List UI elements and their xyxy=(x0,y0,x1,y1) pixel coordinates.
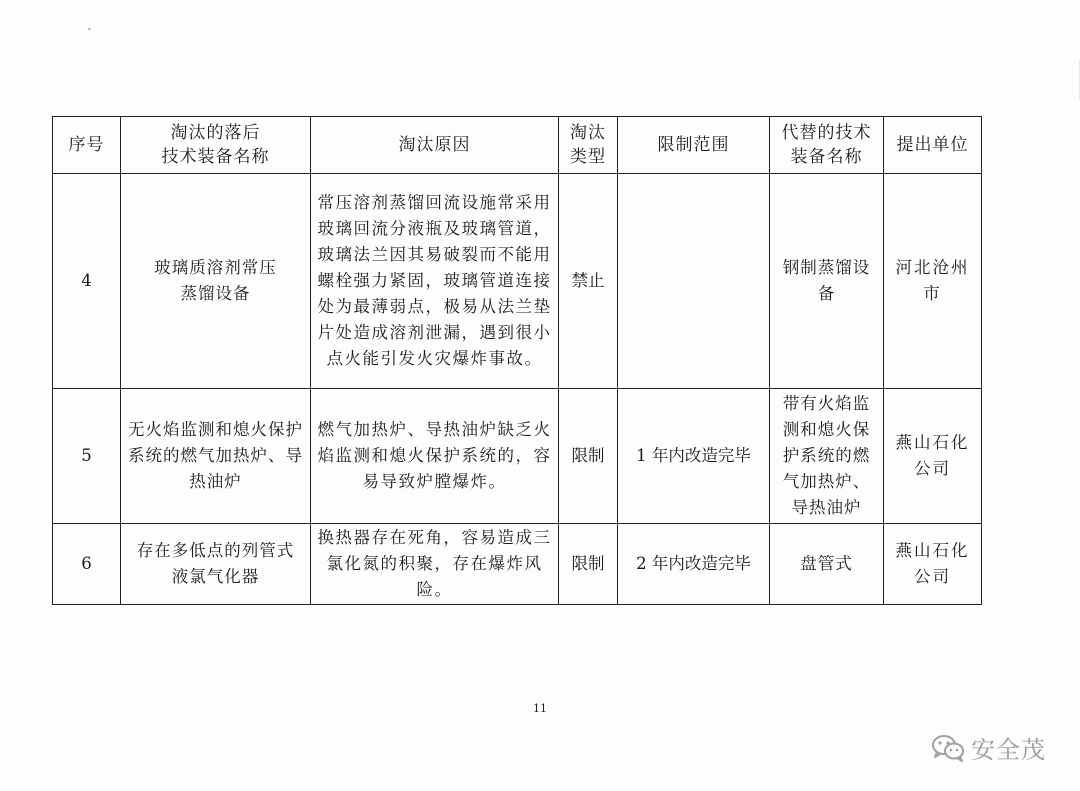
header-replacement xyxy=(770,117,884,174)
cell-equipment-name: 无火焰监测和熄火保护系统的燃气加热炉、导热油炉 xyxy=(121,389,311,524)
header-type-line2: 类型 xyxy=(570,147,606,167)
header-equipment-name-line2: 技术装备名称 xyxy=(161,147,270,167)
table-header-row xyxy=(53,117,982,174)
table-row xyxy=(53,174,982,389)
header-type-line1: 淘汰 xyxy=(570,123,606,143)
cell-seq: 4 xyxy=(53,174,121,389)
cell-scope: 2 年内改造完毕 xyxy=(618,524,770,605)
table-row xyxy=(53,389,982,524)
cell-type: 限制 xyxy=(559,389,618,524)
cell-replacement: 盘管式 xyxy=(770,524,884,605)
header-type xyxy=(559,117,618,174)
watermark-text: 安全茂 xyxy=(971,736,1046,764)
header-equipment-name xyxy=(121,117,311,174)
cell-equipment-name xyxy=(121,524,311,605)
cell-type: 禁止 xyxy=(559,174,618,389)
scan-speck xyxy=(88,28,91,30)
elimination-table xyxy=(52,116,982,605)
cell-type: 限制 xyxy=(559,524,618,605)
cell-equipment-name-line1: 存在多低点的列管式 xyxy=(136,541,295,560)
header-unit: 提出单位 xyxy=(884,117,982,174)
watermark xyxy=(931,730,1046,765)
cell-unit: 燕山石化公司 xyxy=(884,389,982,524)
header-scope: 限制范围 xyxy=(618,117,770,174)
cell-seq: 6 xyxy=(53,524,121,605)
wechat-icon xyxy=(931,734,965,762)
header-reason: 淘汰原因 xyxy=(311,117,559,174)
cell-equipment-name-line1: 玻璃质溶剂常压 xyxy=(154,258,277,277)
page-number: 11 xyxy=(533,702,547,715)
header-replacement-line2: 装备名称 xyxy=(790,147,863,167)
cell-reason: 换热器存在死角，容易造成三氯化氮的积聚，存在爆炸风险。 xyxy=(311,524,559,605)
header-replacement-line1: 代替的技术 xyxy=(781,123,872,143)
cell-unit: 燕山石化公司 xyxy=(884,524,982,605)
cell-equipment-name-line2: 蒸馏设备 xyxy=(180,284,251,303)
header-equipment-name-line1: 淘汰的落后 xyxy=(170,123,261,143)
cell-scope: 1 年内改造完毕 xyxy=(618,389,770,524)
cell-unit: 河北沧州市 xyxy=(884,174,982,389)
cell-reason: 燃气加热炉、导热油炉缺乏火焰监测和熄火保护系统的，容易导致炉膛爆炸。 xyxy=(311,389,559,524)
cell-replacement: 钢制蒸馏设备 xyxy=(770,174,884,389)
cell-replacement: 带有火焰监测和熄火保护系统的燃气加热炉、导热油炉 xyxy=(770,389,884,524)
cell-reason: 常压溶剂蒸馏回流设施常采用玻璃回流分液瓶及玻璃管道，玻璃法兰因其易破裂而不能用螺栓强力紧固，玻璃管道连接处为最薄弱点，极易从法兰垫片处造成溶剂泄漏，遇到很小点火能引发火灾爆炸事故。 xyxy=(311,174,559,389)
header-seq: 序号 xyxy=(53,117,121,174)
cell-seq: 5 xyxy=(53,389,121,524)
cell-scope xyxy=(618,174,770,389)
cell-equipment-name xyxy=(121,174,311,389)
table-row xyxy=(53,524,982,605)
cell-equipment-name-line2: 液氯气化器 xyxy=(171,567,260,586)
